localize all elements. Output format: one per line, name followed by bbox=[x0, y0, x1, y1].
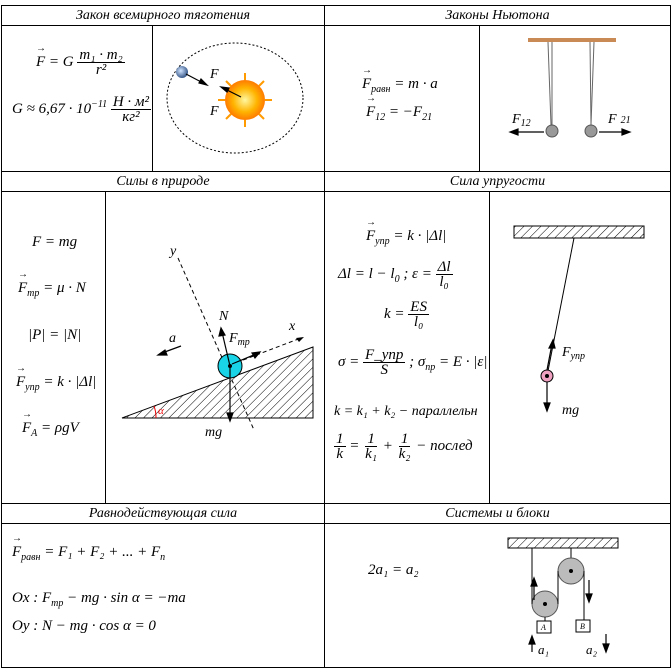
header-newton: Законы Ньютона bbox=[445, 8, 550, 23]
label-Fupr: $F_{упр}$ bbox=[562, 345, 586, 362]
ball-left bbox=[546, 125, 558, 137]
label-F1: F bbox=[210, 67, 219, 82]
newton-second-law: → $F_{равн} = m \cdot a$ bbox=[362, 76, 438, 95]
force-archimedes: → $F_A = \rho gV$ bbox=[22, 420, 79, 439]
label-a1: a₁ bbox=[538, 642, 550, 657]
label-F12: $F_{12}$ bbox=[512, 112, 531, 129]
projection-ox: Ox : $F_{тр}$ − mg · sin α = −ma bbox=[12, 590, 186, 609]
label-x: x bbox=[289, 319, 296, 334]
gravity-constant: $G \approx 6,67 \cdot 10^{-11}$ $\frac{\text{Н · м²}}{\text{кг²}}$ bbox=[12, 94, 149, 125]
newton-third-law: → $F_{12} = -F_{21}$ bbox=[366, 104, 432, 123]
label-y: y bbox=[170, 244, 177, 259]
projection-oy: Oy : N − mg · cos α = 0 bbox=[12, 618, 156, 634]
header-resultant: Равнодействующая сила bbox=[88, 506, 238, 521]
ball-right bbox=[585, 125, 597, 137]
hooke-law: → $F_{упр} = k \cdot |\Delta l|$ bbox=[366, 228, 446, 247]
label-a2: a₂ bbox=[586, 642, 598, 657]
header-systems: Системы и блоки bbox=[445, 506, 550, 521]
force-weight: |P| = |N| bbox=[28, 327, 82, 343]
label-a: a bbox=[169, 331, 176, 346]
pulley-relation: 2a₁ = a₂ bbox=[368, 562, 419, 578]
incline bbox=[122, 347, 313, 418]
sun-icon bbox=[218, 73, 272, 127]
stress-formula: σ = $\frac{\text{F\_упр}}{S}$ ; $\sigma_{пр} = E \cdot |\varepsilon|$ bbox=[338, 347, 488, 378]
svg-text:A: A bbox=[541, 623, 546, 632]
strain-formula: $\Delta l = l - l_0$ ; ε = $\frac{\Delta l}{\text{l₀}}$ bbox=[338, 259, 451, 290]
force-elastic: → $F_{упр} = k \cdot |\Delta l|$ bbox=[16, 374, 96, 393]
pulley-ceiling bbox=[508, 538, 618, 548]
force-gravity: F = mg bbox=[32, 234, 78, 250]
pulley-diagram bbox=[490, 524, 670, 668]
header-gravitation: Закон всемирного тяготения bbox=[75, 8, 251, 23]
force-friction: → $F_{тр} = \mu \cdot N$ bbox=[18, 280, 86, 299]
stiffness-formula: k = $\frac{ES}{\text{l₀}}$ bbox=[384, 299, 427, 330]
label-F2: F bbox=[210, 104, 219, 119]
header-forces: Силы в природе bbox=[116, 174, 210, 189]
label-mg-elastic: mg bbox=[562, 403, 580, 418]
ceiling bbox=[514, 226, 644, 238]
label-Ftr: $F_{тр}$ bbox=[229, 331, 250, 348]
earth-icon bbox=[176, 66, 188, 78]
parallel-springs: k = k₁ + k₂ − параллельн bbox=[334, 404, 478, 419]
label-N: N bbox=[219, 309, 229, 324]
gravity-diagram bbox=[153, 25, 323, 171]
label-mg: mg bbox=[205, 425, 223, 440]
incline-diagram bbox=[106, 192, 324, 503]
label-F21: F 21 bbox=[608, 112, 631, 127]
label-alpha: α bbox=[158, 405, 164, 417]
spring-pendulum-diagram bbox=[490, 192, 670, 503]
gravity-formula: → F = G $\frac{\text{m₁ · m₂}}{\text{r²}}$ bbox=[36, 48, 125, 77]
svg-text:B: B bbox=[580, 622, 585, 631]
cradle-bar bbox=[528, 38, 616, 42]
newton-cradle-diagram bbox=[480, 25, 670, 171]
resultant-sum: → $F_{равн} = F_1 + F_2$ + ... + $F_n$ bbox=[12, 544, 165, 563]
series-springs: $\frac{1}{k}$ = $\frac{1}{\text{k₁}}$ + $\frac{1}{\text{k₂}}$ − послед bbox=[336, 431, 473, 462]
header-elastic: Сила упругости bbox=[449, 174, 546, 189]
